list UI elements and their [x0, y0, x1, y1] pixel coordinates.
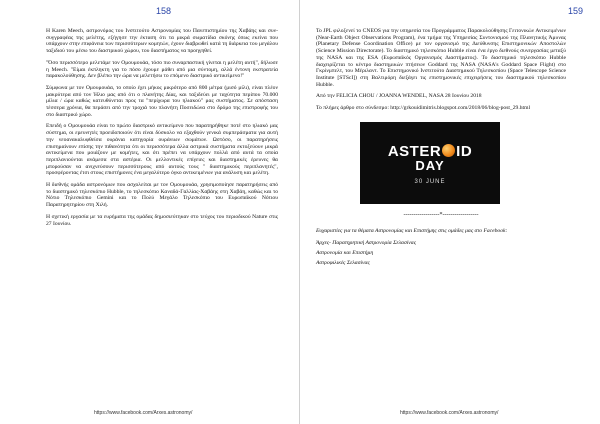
page-number-left: 158 — [156, 6, 172, 16]
paragraph: "Όσο περισσότερο μελετάμε τον Ομουμουάα, τόσο πιο συναρπαστική γίνεται η μελέτη αυτή", δήλωσε η Meech. "Είμαι έκπληκτη για το πόσο έχουμε μάθει από μια σύντομη, αλλά έντονη εκστρατεία παρακολούθησης. Δεν βλέπω την ώρα να μελετήσω το επόμενο διαστρικό αντικείμενο!" — [46, 59, 278, 80]
banner-date: 30 JUNE — [414, 178, 446, 185]
facebook-group-link[interactable]: Αστρονομία και Επιστήμη — [316, 249, 374, 256]
paragraph: Το JPL φιλοξενεί το CNEOS για την υπηρεσία του Προγράμματος Παρακολούθησης Γειτονικών Αντικειμένων (Near-Earth Object Observations Program), ένα τμήμα της Υπηρεσίας Συντονισμού της Πλανητικής Άμυνας (Planetary Defense Coordination Office) με τον οργανισμό της Διεύθυνσης Επιστημονικών Αποστολών (Science Mission Directorate). Το διαστημικό τηλεσκόπιο Hubble είναι ένα έργο διεθνούς συνεργασίας μεταξύ της NASA και της ESA (Ευρωπαϊκός Οργανισμός Διαστήματος). Το διαστημικό τηλεσκόπιο Hubble διαχειρίζεται το κέντρο διαστημικών πτήσεων Goddard της NASA (NASA's Goddard Space Flight) στο Γκρίνμπελτ, του Μέριλαντ. Το Επιστημονικό Ινστιτούτο Διαστημικού Τηλεσκοπίου (Space Telescope Science Institute [STScI]) στη Βαλτιμόρη διεξάγει τις επιστημονικές επιχειρήσεις του διαστημικού τηλεσκοπίου Hubble. — [316, 28, 566, 88]
banner-title-right: ID — [456, 142, 473, 160]
banner-day: DAY — [415, 157, 445, 173]
asteroid-day-banner — [360, 122, 500, 204]
left-page-content — [46, 28, 278, 232]
page-number-right: 159 — [568, 6, 584, 16]
article-link[interactable]: Το πλήρες άρθρο στο σύνδεσμο: http://grkouidimitris.blogspot.com/2018/06/blog-post_29.html — [316, 105, 530, 112]
facebook-group-link[interactable]: Αστροφιλικές Σελασίνας — [316, 259, 370, 266]
byline: Από την FELICIA CHOU / JOANNA WENDEL, NASA 28 Ιουνίου 2018 — [316, 93, 482, 100]
banner-title-left: ASTER — [387, 142, 442, 160]
paragraph: Η Karen Meech, αστρονόμος του Ινστιτούτο Αστρονομίας του Πανεπιστημίου της Χαβάης και συν-συγγραφέας της μελέτης, εξήγησε την έκταση ότι τα μικρά σωματίδια σκόνης όπως εκείνα που υπάρχουν στην επιφάνεια των περισσότερων κομητών, έχουν διαβρωθεί κατά τη διάρκεια του μεγάλου ταξιδιού του μέσω του διαστρικού χώρου, του διαστήματος να προηγηθεί. — [46, 28, 278, 55]
banner-title — [360, 142, 500, 160]
paragraph: Η σχετική εργασία με τα ευρήματα της ομάδας δημοσιεύτηκαν στο τεύχος του περιοδικού Nature στις 27 Ιουνίου. — [46, 213, 278, 227]
credits-heading: Ευχαριστίες για τα θέματα Αστρονομίας και Επιστήμης στις ομάδες μας στο Facebook: — [316, 228, 508, 235]
paragraph: Η διεθνής ομάδα αστρονόμων που ασχολείται με τον Ομουμουάα, χρησιμοποίησε παρατηρήσεις από το διαστημικό τηλεσκόπιο Hubble, το τηλεσκόπιο Καναδά-Γαλλίας-Χαβάης στη Χαβάη, καθώς και το Νότιο Τηλεσκόπιο Gemini και το Πολύ Μεγάλο Τηλεσκόπιο του Ευρωπαϊκού Νότιου Παρατηρητηρίου στη Χιλή. — [46, 182, 278, 209]
right-page — [300, 0, 600, 424]
planet-icon — [442, 144, 455, 157]
footer-link-right[interactable]: https://www.facebook.com/Arxes.astronomy/ — [400, 410, 499, 416]
footer-link-left[interactable]: https://www.facebook.com/Arxes.astronomy/ — [94, 410, 193, 416]
facebook-group-link[interactable]: Άρχες- Παρατηρητική Αστρονομία Σελασίνας — [316, 240, 416, 247]
paragraph: Επειδή ο Ομουμουάα είναι το πρώτο διαστρικό αντικείμενο που παρατηρήθηκε ποτέ στο ηλιακό μας σύστημα, οι ερευνητές προειδοποιούν ότι είναι δύσκολο να εξαχθούν γενικά συμπεράσματα για αυτή την νεοανακαλυφθείσα ουράνια κατηγορία ουράνιων σωμάτων. Ωστόσο, οι παρατηρήσεις επισημαίνουν επίσης την πιθανότητα ότι οι περισσότερα άλλα αστρικά συστήματα εκτοξεύουν μικρά αντικείμενα που μοιάζουν με κομήτες, και ότι πρέπει να υπάρχουν πολλά από αυτά τα οποία περιπλανιούνται ανάμεσα στα αστέρια. Οι μελλοντικές επίγειες και διαστημικές έρευνες θα μπορούσαν να ανιχνεύσουν περισσότερους από αυτούς τους " διαστημικούς περιπλανητές", προσφέροντας έτσι στους επιστήμονες ένα μεγαλύτερο όγκο αντικειμένων για ανάλυση και μελέτη. — [46, 123, 278, 177]
facebook-groups-list — [316, 240, 566, 266]
right-page-content — [316, 28, 566, 269]
section-divider: ------------------*------------------ — [403, 211, 479, 218]
paragraph: Σύμφωνα με τον Ομουμουάα, το οποίο έχει μήκος μικρότερο από 800 μέτρα (μισό μίλι), είναι πλέον μακρύτερα από τον Ήλιο μας από ότι ο πλανήτης Δίας, και ταξιδεύει με ταχύτητα περίπου 70.000 μίλια / ώρα καθώς κατευθύνεται προς τα "περίχωρα του ηλιακού" μας συστήματος. Σε απόσταση τέσσερα χρόνια, θα περάσει από την τροχιά του πλανήτη Ποσειδώνα στο δρόμο της επιστροφής του στο διαστρικό χώρο. — [46, 84, 278, 118]
